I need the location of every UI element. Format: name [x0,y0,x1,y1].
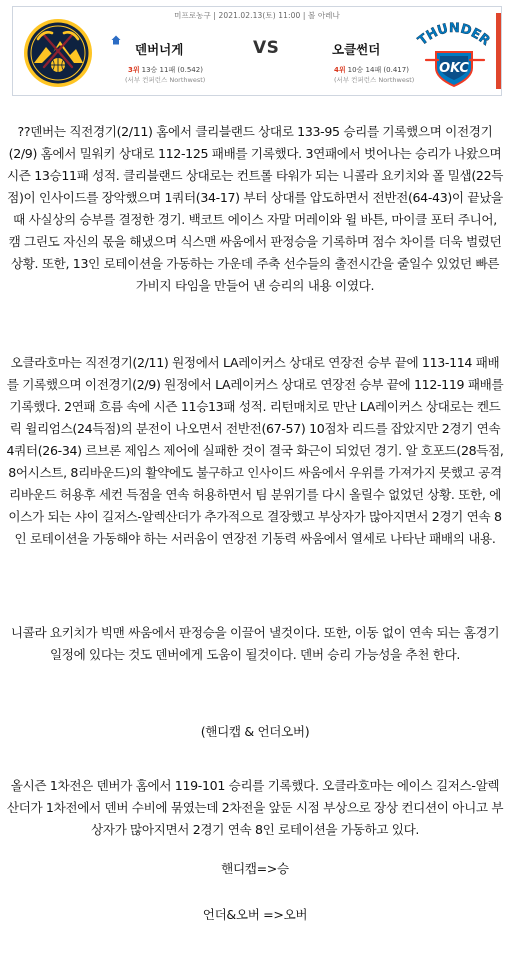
home-team-record [128,65,203,75]
home-team-conference: (서부 컨퍼런스 Northwest) [125,76,206,84]
okc-thunder-logo [413,15,495,91]
away-team-winloss: 10승 14패 (0.417) [347,66,409,74]
article-paragraph-oklahoma: 오클라호마는 직전경기(2/11) 원정에서 LA레이커스 상대로 연장전 승부 끝에 113-114 패배를 기록했으며 이전경기(2/9) 원정에서 LA레이커스 상대로 연장전 승부 끝에 112-119 패배를 기록했다. 2연패 흐름 속에 시즌 11승13패 성적. 리턴매치로 만난 LA레이커스 상대로는 켄드릭 윌리엄스(24득점)의 분전이 나오면서 전반전(67-57) 10점차 리드를 잡았지만 2경기 연속 4쿼터(26-34) 르브론 제임스 제어에 실패한 것이 결국 화근이 되었던 경기. 알 호포드(28득점, 8어시스트, 8리바운드)의 활약에도 불구하고 인사이드 싸움에서 우위를 가져가지 못했고 공격 리바운드 허용후 세컨 득점을 연속 허용하면서 팀 분위기를 다시 올릴수 없었던 상황. 또한, 에이스가 되는 샤이 길저스-알렉산더가 추가적으로 결장했고 부상자가 많아지면서 2경기 연속 8인 로테이션을 가동해야 하는 서러움이 연장전 기동력 싸움에서 열세로 나타난 패배의 내용. [6,355,504,546]
header-accent-bar [496,13,501,89]
away-team-name: 오클썬더 [332,42,381,57]
home-team-icon [111,35,121,45]
denver-nuggets-logo [17,15,99,91]
svg-text:THUNDER [415,21,492,49]
home-team-rank: 3위 [128,66,140,74]
article-paragraph-prediction: 니콜라 요키치가 빅맨 싸움에서 판정승을 이끌어 낼것이다. 또한, 이동 없이 연속 되는 홈경기 일정에 있다는 것도 덴버에게 도움이 될것이다. 덴버 승리 가능성을 추천 한다. [10,625,500,662]
match-header [12,6,502,96]
article-paragraph-denver: ??덴버는 직전경기(2/11) 홈에서 클리블랜드 상대로 133-95 승리를 기록했으며 이전경기(2/9) 홈에서 밀워키 상대로 112-125 패배를 기록했다. 3연패에서 벗어나는 승리가 나왔으며 시즌 13승11패 성적. 클리블랜드 상대로는 컨트롤 타워가 되는 니콜라 요키치와 폴 밀샙(22득점)이 인사이드를 장악했으며 1쿼터(34-17) 부터 상대를 압도하면서 전반전(64-43)이 끝났을때 사실상의 승부를 결정한 경기. 백코트 에이스 자말 머레이와 윌 바튼, 마이클 포터 주니어, 캠 그린도 자신의 몫을 해냈으며 식스맨 싸움에서 판정승을 기록하며 점수 차이를 더욱 벌렸던 상황. 또한, 13인 로테이션을 가동하는 가운데 주축 선수들의 출전시간을 줄일수 있었던 빠른 가비지 타임을 만들어 낸 승리의 내용 이였다. [6,124,504,293]
away-team-record [334,65,409,75]
home-team-name: 덴버너게 [135,42,184,57]
match-meta: 미프로농구 | 2021.02.13(토) 11:00 | 볼 아레나 [174,11,340,20]
home-team-winloss: 13승 11패 (0.542) [141,66,203,74]
versus-label: VS [253,38,280,58]
okc-logo-wordmark: THUNDER [415,20,493,49]
away-team-conference: (서부 컨퍼런스 Northwest) [334,76,415,84]
okc-logo-badge-text: OKC [439,61,469,76]
away-team-rank: 4위 [334,66,346,74]
article-paragraph-handicap: 올시즌 1차전은 덴버가 홈에서 119-101 승리를 기록했다. 오클라호마는 에이스 길저스-알렉산더가 1차전에서 덴버 수비에 묶였는데 2차전을 앞둔 시점 부상으로 장상 컨디션이 아니고 부상자가 많아지면서 2경기 연속 8인 로테이션을 가동하고 있다. [6,778,504,837]
article-section-heading: (핸디캡 & 언더오버) [200,724,310,739]
article-pick-handicap: 핸디캡=>승 [221,861,289,876]
article-pick-over-under: 언더&오버 =>오버 [202,907,308,922]
denver-nuggets-logo-icon [22,17,94,89]
okc-thunder-logo-icon [414,16,494,90]
